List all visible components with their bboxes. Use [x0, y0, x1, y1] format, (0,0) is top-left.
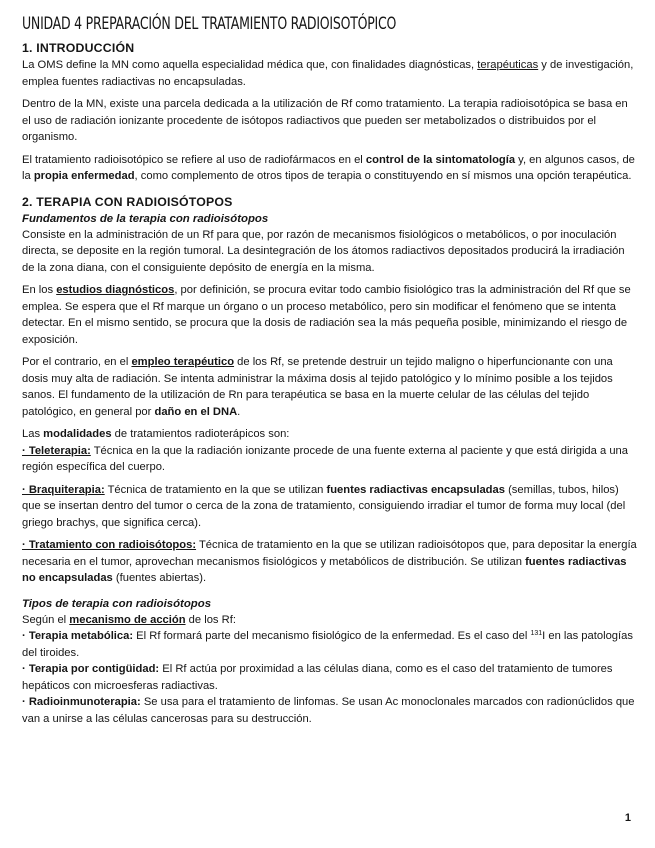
intro-paragraph-1: La OMS define la MN como aquella especialidad médica que, con finalidades diagnósticas, terapéuticas y de investigación, emplea fuentes radiactivas no encapsuladas.: [22, 59, 634, 88]
modalidades-intro: Las modalidades de tratamientos radioterápicos son:: [22, 428, 290, 440]
subsection-fundamentos: Fundamentos de la terapia con radioisótopos: [22, 212, 269, 225]
document-page: [22, 12, 638, 727]
page-number: 1: [624, 811, 631, 824]
unit-title: UNIDAD 4 PREPARACIÓN DEL TRATAMIENTO RADIOISOTÓPICO: [22, 14, 397, 34]
tipo-contiguidad: · Terapia por contigüidad: El Rf actúa por proximidad a las células diana, como es el caso del tratamiento de tumores hepáticos con microesferas radiactivas.: [22, 663, 613, 692]
intro-paragraph-3: El tratamiento radioisotópico se refiere al uso de radiofármacos en el control de la sintomatología y, en algunos casos, de la propia enfermedad, como complemento de otros tipos de terapia o constituyendo en sí mismos una opción terapéutica.: [22, 153, 635, 182]
section-1-heading: 1. INTRODUCCIÓN: [22, 41, 135, 55]
tipo-metabolica: · Terapia metabólica: El Rf formará parte del mecanismo fisiológico de la enfermedad. Es el caso del $^{131}$I en las patologías del tiroides.: [22, 630, 633, 659]
subsection-tipos: Tipos de terapia con radioisótopos: [22, 597, 212, 610]
tipo-radioinmunoterapia: · Radioinmunoterapia: Se usa para el tratamiento de linfomas. Se usan Ac monoclonales marcados con radionúclidos que van a unirse a las células cancerosas para su destrucción.: [22, 696, 635, 725]
fundamentos-paragraph-2: En los estudios diagnósticos, por definición, se procura evitar todo cambio fisiológico tras la administración del Rf que se emplea. Se espera que el Rf marque un órgano o un proceso metabólico, pero sin modificar el fenómeno que se intenta detectar. En el mismo sentido, se procura que la dosis de radiación sea la más pequeña posible, minimizando el riesgo de exposición.: [22, 284, 631, 346]
fundamentos-paragraph-1: Consiste en la administración de un Rf para que, por razón de mecanismos fisiológicos o metabólicos, o por inoculación directa, se deposite en la región tumoral. La desintegración de los átomos radiactivos depositados producirá la irradiación de la zona diana, con el consiguiente depósito de energía en la misma.: [22, 228, 625, 274]
modalidad-teleterapia: · Teleterapia: Técnica en la que la radiación ionizante procede de una fuente externa al paciente y que está dirigida a una región específica del cuerpo.: [22, 444, 628, 473]
intro-paragraph-2: Dentro de la MN, existe una parcela dedicada a la utilización de Rf como tratamiento. La terapia radioisotópica se basa en el uso de radiación ionizante procedente de isótopos radiactivos que pueden ser metabolizados o distribuidos por el organismo.: [22, 98, 628, 143]
tipos-intro: Según el mecanismo de acción de los Rf:: [22, 613, 236, 626]
modalidad-braquiterapia: · Braquiterapia: Técnica de tratamiento en la que se utilizan fuentes radiactivas encapsuladas (semillas, tubos, hilos) que se insertan dentro del tumor o cerca de la zona de tratamiento, consiguiendo irradiar el tumor de forma muy local (del griego brachys, que significa cerca).: [22, 483, 626, 529]
fundamentos-paragraph-3: Por el contrario, en el empleo terapéutico de los Rf, se pretende destruir un tejido maligno o hiperfuncionante con una dosis muy alta de radiación. Se intenta administrar la máxima dosis al tejido patológico y lo mínimo posible a los tejidos sanos. El fundamento de la utilización de Rn para terapéutica se basa en la muerte celular de las células del tejido patológico, en general por daño en el DNA.: [22, 356, 613, 418]
section-2-heading: 2. TERAPIA CON RADIOISÓTOPOS: [22, 194, 233, 209]
modalidad-radioisotopos: · Tratamiento con radioisótopos: Técnica de tratamiento en la que se utilizan radioisótopos que, para depositar la energía necesaria en el tumor, aprovechan mecanismos fisiológicos y metabólicos de distribución. Se utilizan fuentes radiactivas no encapsuladas (fuentes abiertas).: [22, 539, 637, 584]
